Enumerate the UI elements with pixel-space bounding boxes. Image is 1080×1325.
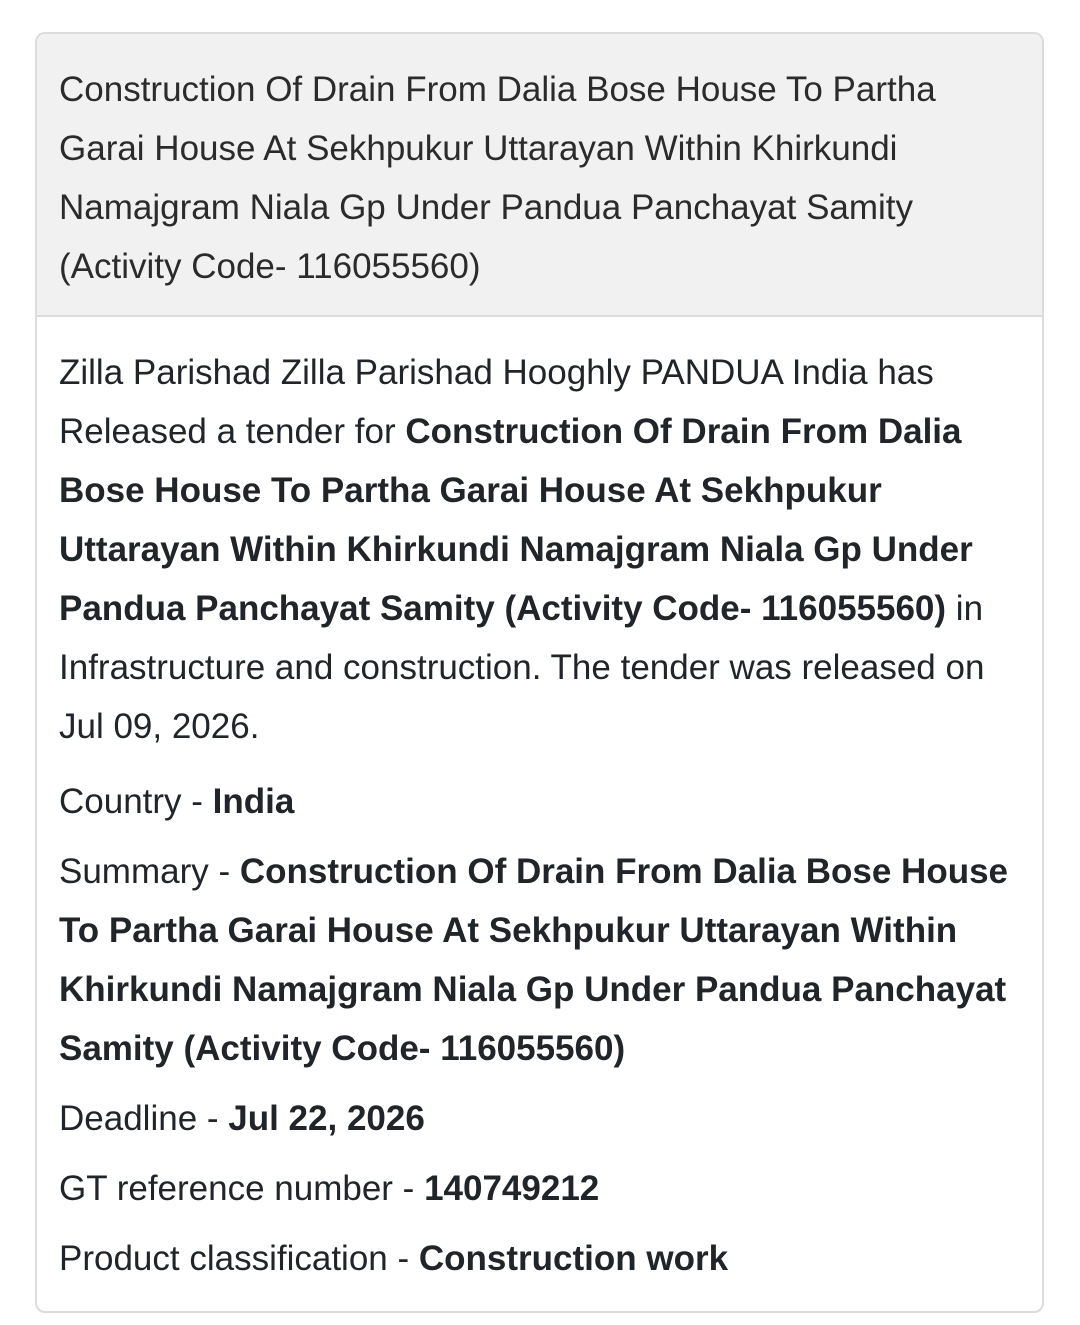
country-label: Country - bbox=[59, 782, 213, 821]
gt-reference-field bbox=[59, 1159, 1020, 1218]
country-field bbox=[59, 772, 1020, 831]
deadline-label: Deadline - bbox=[59, 1099, 229, 1138]
tender-description bbox=[59, 343, 1020, 756]
summary-field bbox=[59, 842, 1020, 1078]
description-prefix: Zilla Parishad Zilla Parishad Hooghly PANDUA India has Released a tender for bbox=[59, 353, 934, 451]
description-subject: Construction Of Drain From Dalia Bose House To Partha Garai House At Sekhpukur Uttarayan Within Khirkundi Namajgram Niala Gp Under Pandua Panchayat Samity (Activity Code- 116055560) bbox=[59, 412, 973, 628]
tender-card-header bbox=[37, 34, 1042, 317]
description-suffix: in Infrastructure and construction. The tender was released on Jul 09, 2026. bbox=[59, 589, 985, 746]
product-classification-label: Product classification - bbox=[59, 1239, 419, 1278]
tender-title[interactable]: Construction Of Drain From Dalia Bose House To Partha Garai House At Sekhpukur Uttarayan Within Khirkundi Namajgram Niala Gp Under Pandua Panchayat Samity (Activity Code- 116055560) bbox=[59, 70, 936, 286]
product-classification-value: Construction work bbox=[418, 1239, 729, 1278]
gt-reference-value: 140749212 bbox=[424, 1169, 600, 1208]
product-classification-field bbox=[59, 1229, 1020, 1288]
deadline-field bbox=[59, 1089, 1020, 1148]
gt-reference-label: GT reference number - bbox=[59, 1169, 425, 1208]
tender-card bbox=[35, 32, 1044, 1313]
country-value: India bbox=[212, 782, 295, 821]
deadline-value: Jul 22, 2026 bbox=[228, 1099, 425, 1138]
summary-label: Summary - bbox=[59, 852, 240, 891]
summary-value: Construction Of Drain From Dalia Bose House To Partha Garai House At Sekhpukur Uttarayan Within Khirkundi Namajgram Niala Gp Under Pandua Panchayat Samity (Activity Code- 116055560) bbox=[59, 852, 1009, 1068]
tender-card-body bbox=[37, 317, 1042, 1288]
